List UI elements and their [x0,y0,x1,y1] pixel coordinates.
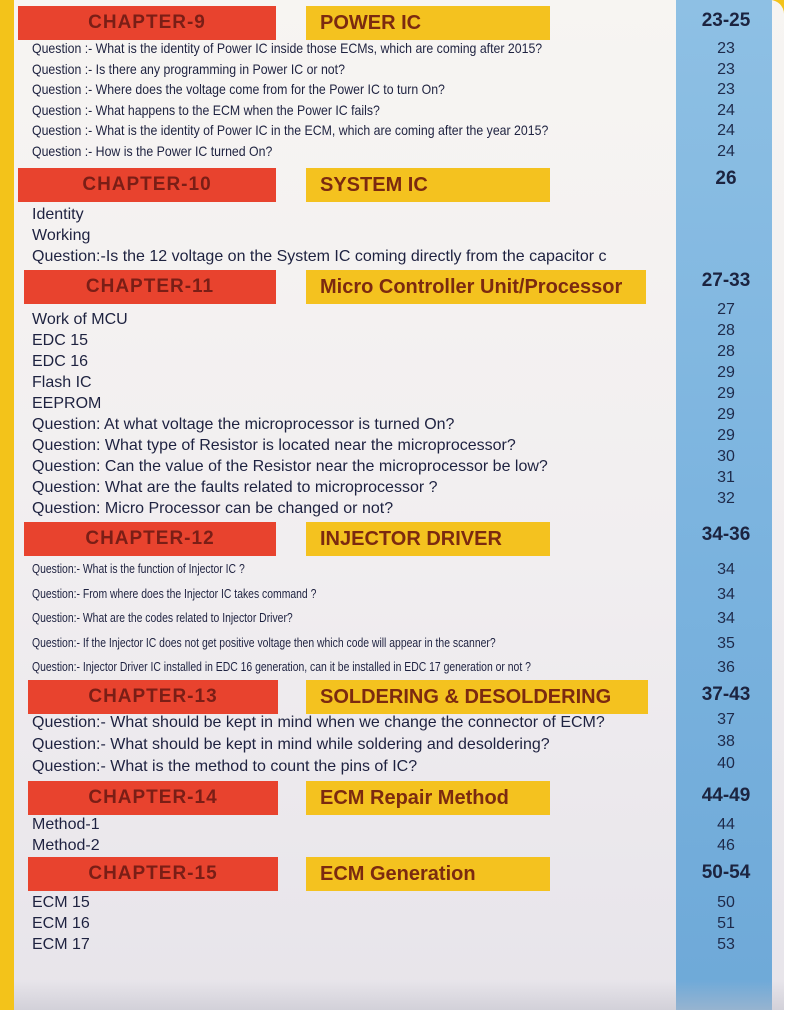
chapter-title: ECM Repair Method [306,781,550,815]
toc-entry: Question:- What should be kept in mind while soldering and desoldering? [32,736,550,753]
toc-entry: Question :- What happens to the ECM when the Power IC fails? [32,101,380,118]
toc-page-number: 23 [717,60,735,78]
toc-entry: Question:- From where does the Injector IC takes command ? [32,585,317,601]
toc-page-number: 46 [717,837,735,854]
toc-page-number: 38 [717,733,735,750]
chapter-label: CHAPTER-14 [28,781,278,815]
toc-entry: EDC 15 [32,332,89,349]
chapter-page-range: 50-54 [701,862,751,883]
toc-page-number: 28 [717,343,735,360]
toc-page-number: 50 [717,894,735,911]
toc-entry: Question :- What is the identity of Power IC inside those ECMs, which are coming after 2015? [32,40,543,56]
chapter-title: ECM Generation [306,857,550,891]
toc-page-number: 29 [717,427,735,444]
toc-page-number: 36 [717,659,735,676]
toc-entry: Question:- What should be kept in mind when we change the connector of ECM? [32,714,605,731]
chapter-page-range: 23-25 [701,10,751,31]
toc-entry: ECM 15 [32,894,90,911]
toc-page-number: 44 [717,816,735,833]
toc-page-number: 29 [717,385,735,402]
toc-entry: Working [32,227,91,244]
chapter-title: INJECTOR DRIVER [306,522,550,556]
toc-entry: EDC 16 [32,353,89,370]
chapter-page-range: 26 [715,168,737,189]
chapter-page-range: 27-33 [701,270,751,291]
toc-page-number: 53 [717,936,735,953]
toc-page-number: 32 [717,490,735,507]
toc-entry: Method-1 [32,816,100,833]
toc-page-number: 34 [717,610,735,627]
toc-page-number: 24 [717,101,735,119]
chapter-title: SOLDERING & DESOLDERING [306,680,648,714]
chapter-label: CHAPTER-12 [24,522,276,556]
toc-entry: Question:- What are the codes related to Injector Driver? [32,610,293,625]
toc-page-number: 28 [717,322,735,339]
toc-entry: Question :- Where does the voltage come from for the Power IC to turn On? [32,81,445,97]
toc-page-number: 29 [717,406,735,423]
chapter-label: CHAPTER-15 [28,857,278,891]
toc-page-number: 24 [717,122,735,139]
chapter-title: Micro Controller Unit/Processor [306,270,646,304]
toc-entry: Question:- If the Injector IC does not get positive voltage then which code will appear in the scanner? [32,634,496,650]
chapter-title: POWER IC [306,6,550,40]
toc-entry: Question:- What is the function of Injector IC ? [32,561,245,576]
chapter-label: CHAPTER-13 [28,680,278,714]
chapter-title: SYSTEM IC [306,168,550,202]
chapter-page-range: 37-43 [701,684,751,705]
chapter-page-range: 34-36 [701,524,751,545]
toc-entry: Question: Micro Processor can be changed or not? [32,500,394,517]
toc-page-number: 35 [717,634,735,652]
toc-entry: Identity [32,206,84,223]
chapter-label: CHAPTER-9 [18,6,276,40]
toc-page-number: 27 [717,301,735,318]
toc-page-number: 34 [717,585,735,603]
toc-page-number: 37 [717,711,735,728]
toc-entry: Question: What are the faults related to microprocessor ? [32,479,438,496]
toc-page-number: 34 [717,561,735,578]
contents-page [14,0,784,1010]
page-border-left [0,0,14,1010]
page-border-right [784,0,800,1010]
toc-entry: EEPROM [32,395,102,412]
toc-entry: Question:- What is the method to count the pins of IC? [32,758,418,775]
toc-entry: Work of MCU [32,311,128,328]
toc-entry: ECM 16 [32,915,90,932]
toc-page-number: 31 [717,469,735,486]
toc-page-number: 23 [717,40,735,57]
toc-entry: Question: What type of Resistor is located near the microprocessor? [32,437,516,454]
toc-entry: Question: Can the value of the Resistor near the microprocessor be low? [32,458,548,475]
toc-page-number: 30 [717,448,735,465]
chapter-label: CHAPTER-10 [18,168,276,202]
toc-entry: Question:-Is the 12 voltage on the System IC coming directly from the capacitor c [32,248,607,265]
toc-page-number: 23 [717,81,735,98]
toc-page-number: 40 [717,755,735,772]
toc-entry: Method-2 [32,837,100,854]
chapter-page-range: 44-49 [701,785,751,806]
toc-entry: Question:- Injector Driver IC installed in EDC 16 generation, can it be installed in EDC 17 generation or not ? [32,659,531,674]
chapter-label: CHAPTER-11 [24,270,276,304]
toc-entry: ECM 17 [32,936,90,953]
toc-page-number: 29 [717,364,735,381]
toc-entry: Question :- What is the identity of Power IC in the ECM, which are coming after the year 2015? [32,122,549,138]
toc-entry: Question :- How is the Power IC turned On? [32,142,273,159]
toc-entry: Question :- Is there any programming in Power IC or not? [32,60,345,77]
toc-entry: Question: At what voltage the microprocessor is turned On? [32,416,455,433]
toc-page-number: 24 [717,142,735,160]
toc-page-number: 51 [717,915,735,932]
page-shadow [14,980,784,1010]
toc-entry: Flash IC [32,374,92,391]
